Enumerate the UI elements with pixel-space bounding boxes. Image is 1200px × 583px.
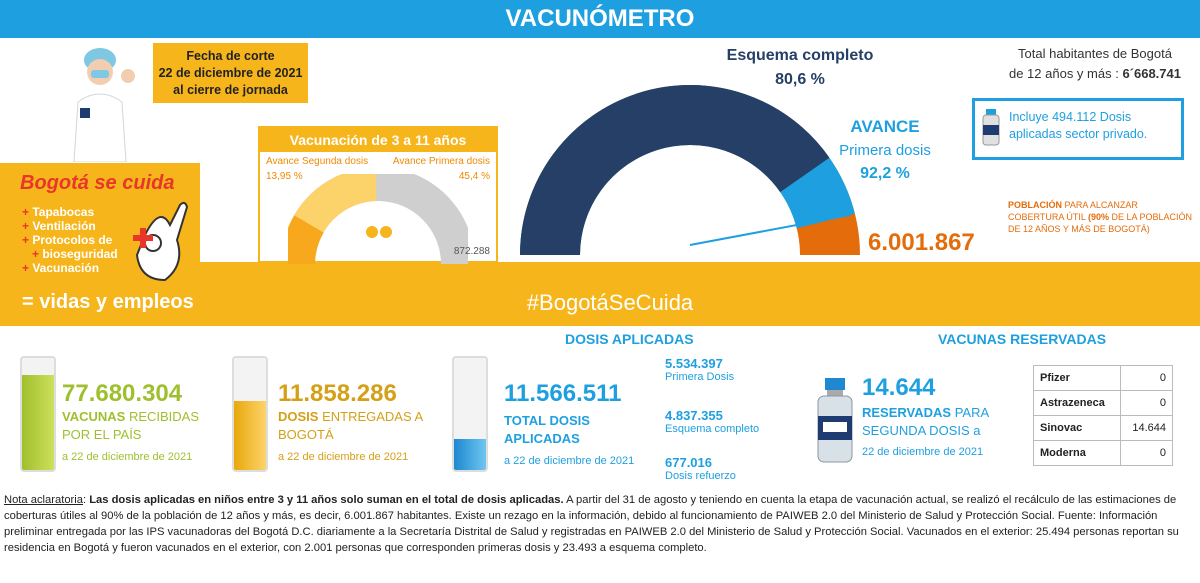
page-title: VACUNÓMETRO (0, 0, 1200, 38)
received-number: 77.680.304 (62, 380, 183, 407)
vaccination-gauge (520, 80, 860, 260)
reserved-label-text: PARA SEGUNDA DOSIS a (862, 405, 989, 438)
avance-label: AVANCE (850, 117, 920, 136)
kids-total: 872.288 (453, 246, 490, 257)
footnote: Nota aclaratoria: Las dosis aplicadas en niños entre 3 y 11 años solo suman en el total de dosis aplicadas. A partir del 31 de agosto y teniendo en cuenta la etapa de vacunación actual, se realizó el recálculo de las estimaciones de coberturas útiles al 90% de la población de 12 años y más, es decir, 6.001.867 habitantes. Existe un rezago en la información, debido al funcionamiento de PAIWEB 2.0 del Ministerio de Salud y Protección Social. Fuente: Información preliminar entregada por las IPS vacunadoras del Bogotá D.C. diariamente a la Secretaría Distrital de Salud y registradas en PAIWEB 2.0 del Ministerio de Salud y Protección Social. Vacunados en el exterior: 25.494 personas reportan su residencia en Bogotá y fueron vacunados en el exterior, con 2.001 personas que corresponden primeras dosis y 23.493 a esquema completo. (4, 494, 1179, 554)
applied-date: a 22 de diciembre de 2021 (504, 455, 635, 467)
total-inhabitants (990, 44, 1200, 84)
delivered-date: a 22 de diciembre de 2021 (278, 451, 409, 463)
reserved-label (862, 404, 1012, 440)
population-note (1008, 199, 1193, 235)
breakdown-first-label: Primera Dosis (665, 371, 735, 383)
list-item: + Tapabocas (22, 205, 118, 219)
breakdown-complete-number: 4.837.355 (665, 408, 723, 423)
vaccine-value: 0 (1120, 366, 1172, 391)
breakdown-complete (665, 408, 759, 435)
kids-first-dose-label: Avance Primera dosis (392, 156, 490, 167)
list-item: + Protocolos de (22, 233, 118, 247)
population-note-bold: POBLACIÓN (1008, 200, 1062, 210)
list-item: + Ventilación (22, 219, 118, 233)
vaccine-name: Moderna (1034, 441, 1121, 466)
list-item: + Vacunación (22, 261, 118, 275)
table-row (1034, 391, 1173, 416)
breakdown-booster-number: 677.016 (665, 455, 712, 470)
nurse-illustration (60, 42, 140, 162)
complete-scheme-label: Esquema completo (726, 47, 874, 64)
received-label (62, 408, 222, 444)
vial-icon (981, 109, 1001, 147)
breakdown-complete-label: Esquema completo (665, 423, 760, 435)
vaccine-vial-icon (815, 378, 855, 464)
applied-number: 11.566.511 (504, 380, 622, 407)
vaccine-value: 14.644 (1120, 416, 1172, 441)
fecha-line3: al cierre de jornada (173, 83, 288, 97)
total-inhabitants-value: 6´668.741 (1122, 66, 1181, 81)
total-inhabitants-line1: Total habitantes de Bogotá (1018, 46, 1172, 61)
reserved-vaccines-table (1033, 365, 1173, 466)
vaccine-name: Sinovac (1034, 416, 1121, 441)
kids-first-dose-value: 45,4 % (458, 171, 490, 182)
private-sector-note (972, 98, 1184, 160)
applied-label: TOTAL DOSIS APLICADAS (504, 413, 590, 446)
reserved-vaccines-title: VACUNAS RESERVADAS (938, 331, 1107, 347)
delivered-label-bold: DOSIS (278, 409, 319, 424)
bogota-se-cuida-list (22, 205, 118, 275)
received-label-text: RECIBIDAS POR EL PAÍS (62, 409, 200, 442)
fecha-corte-box (153, 43, 308, 103)
delivered-label-text: ENTREGADAS A BOGOTÁ (278, 409, 423, 442)
population-note-bold2: (90% (1088, 212, 1110, 222)
hashtag-text: #BogotáSeCuida (526, 290, 694, 315)
population-note-text1: PARA ALCANZAR COBERTURA ÚTIL (1008, 200, 1138, 222)
vaccine-value: 0 (1120, 391, 1172, 416)
doses-applied-title: DOSIS APLICADAS (565, 331, 694, 347)
delivered-label (278, 408, 438, 444)
private-sector-text: Incluye 494.112 Dosis aplicadas sector privado. (1009, 110, 1148, 141)
kids-second-dose-label: Avance Segunda dosis (266, 156, 369, 167)
breakdown-first-number: 5.534.397 (665, 356, 723, 371)
bogota-se-cuida-title: Bogotá se cuida (20, 172, 175, 194)
reserved-label-bold: RESERVADAS (862, 405, 952, 420)
received-label-bold: VACUNAS (62, 409, 126, 424)
fecha-line1: Fecha de corte (186, 49, 275, 63)
footnote-bold: Las dosis aplicadas en niños entre 3 y 11 años solo suman en el total de dosis aplicadas. (89, 494, 564, 506)
fecha-line2: 22 de diciembre de 2021 (158, 66, 303, 80)
first-dose-value: 92,2 % (860, 165, 910, 182)
table-row (1034, 366, 1173, 391)
table-row (1034, 441, 1173, 466)
kids-gauge (288, 174, 468, 264)
target-population-value: 6.001.867 (868, 229, 975, 256)
total-inhabitants-line2: de 12 años y más : (1008, 66, 1123, 81)
vaccine-name: Astrazeneca (1034, 391, 1121, 416)
reserved-number: 14.644 (862, 374, 936, 401)
list-item-continued: + bioseguridad (22, 247, 118, 261)
received-tube (20, 356, 56, 472)
vaccine-name: Pfizer (1034, 366, 1121, 391)
table-row (1034, 416, 1173, 441)
received-date: a 22 de diciembre de 2021 (62, 451, 193, 463)
complete-scheme-value: 80,6 % (775, 71, 825, 88)
breakdown-booster (665, 455, 736, 482)
delivered-tube (232, 356, 268, 472)
footnote-label: Nota aclaratoria (4, 494, 83, 506)
applied-tube (452, 356, 488, 472)
vaccine-value: 0 (1120, 441, 1172, 466)
kids-card-title: Vacunación de 3 a 11 años (260, 128, 496, 152)
breakdown-first (665, 356, 734, 383)
ok-hand-icon (125, 195, 195, 285)
delivered-number: 11.858.286 (278, 380, 397, 407)
reserved-date: 22 de diciembre de 2021 (862, 446, 984, 458)
kids-vaccination-card (258, 126, 498, 263)
bogota-se-cuida-footer: = vidas y empleos (22, 291, 194, 313)
population-note-text2: DE LA POBLACIÓN DE 12 AÑOS Y MÁS DE BOGOTÁ) (1008, 212, 1193, 234)
footnote-text: A partir del 31 de agosto y teniendo en cuenta la etapa de vacunación actual, se realizó el recálculo de las estimaciones de coberturas útiles al 90% de la población de 12 años y más, es decir, 6.001.867 habitantes. Existe un rezago en la información, debido al funcionamiento de PAIWEB 2.0 del Ministerio de Salud y Protección Social. Fuente: Información preliminar entregada por las IPS vacunadoras del Bogotá D.C. diariamente a la Secretaría Distrital de Salud y registradas en PAIWEB 2.0 del Ministerio de Salud y Protección Social. Vacunados en el exterior: 25.494 personas reportan su residencia en Bogotá y fueron vacunados en el exterior, con 2.001 personas que corresponden primeras dosis y 23.493 a esquema completo. (4, 494, 1179, 554)
breakdown-booster-label: Dosis refuerzo (665, 470, 736, 482)
first-dose-label: Primera dosis (839, 142, 931, 159)
kids-second-dose-value: 13,95 % (266, 171, 303, 182)
gauge-complete-scheme-arc (550, 115, 805, 255)
